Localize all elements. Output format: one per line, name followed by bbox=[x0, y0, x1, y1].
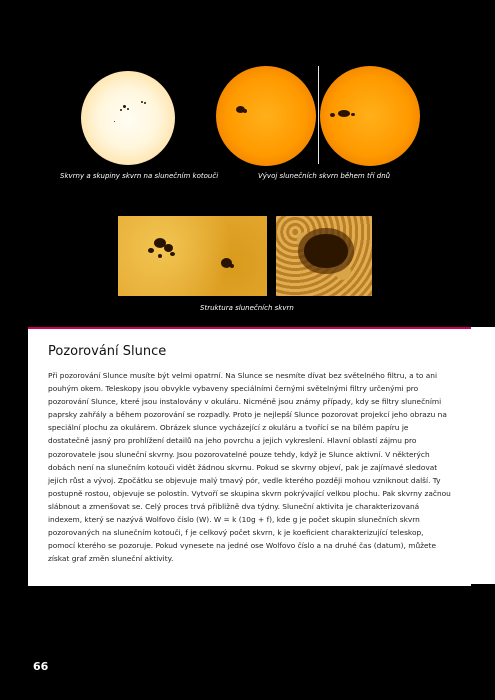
sunspot bbox=[330, 113, 335, 117]
article-body: Při pozorování Slunce musíte být velmi opatrní. Na Slunce se nesmíte dívat bez světelného filtru, a to ani pouhým okem. Teleskopy jsou obvykle vybaveny speciálními černými světelnými filtry určenými pro pozorování Slunce, které jsou instalovány v okuláru. Nicméně jsou známy případy, kdy se filtry slunečními paprsky zahřály a během pozorování se rozpadly. Proto je nejlepší Slunce pozorovat projekcí jeho obrazu na speciální plochu za okulárem. Obrázek slunce vycházející z okuláru a tvořící se na bílém papíru je dostatečně jasný pro prohlížení detailů na jeho povrchu a jejich vykreslení. Hlavní oblastí zájmu pro pozorovatele jsou sluneční skvrny. Jsou pozorovatelné pouze tehdy, když je Slunce aktivní. V některých dobách není na slunečním kotouči vidět žádnou skvrnu. Pokud se skvrny objeví, pak je zajímavé sledovat jejich růst a vývoj. Zpočátku se objevuje malý tmavý pór, vedle kterého později mohou vzniknout další. Ty postupně rostou, objevuje se polostín. Vytvoří se skupina skvrn pokrývající velkou plochu. Pak skvrny začnou slábnout a zmenšovat se. Celý proces trvá přibližně dva týdny. Sluneční aktivita je charakterizovaná indexem, který se nazývá Wolfovo číslo (W). W = k (10g + f), kde g je počet skupin slunečních skvrn pozorovaných na slunečním kotouči, f je celkový počet skvrn, k je koeficient charakterizující teleskop, pomocí kterého se pozoruje. Pokud vynesete na jedné ose Wolfovo číslo a na druhé čas (datum), můžete získat graf změn sluneční aktivity. bbox=[48, 371, 451, 564]
panel-edge bbox=[471, 327, 495, 584]
section-title: Pozorování Slunce bbox=[48, 344, 167, 359]
sunspot bbox=[144, 102, 146, 104]
sunspot bbox=[351, 113, 355, 116]
image-divider bbox=[318, 66, 319, 164]
sun-disk-day3 bbox=[320, 66, 420, 166]
sunspot bbox=[123, 105, 126, 108]
page-number: 66 bbox=[33, 660, 49, 673]
sunspot bbox=[120, 109, 122, 111]
sunspot bbox=[158, 254, 162, 258]
sunspot bbox=[338, 110, 350, 117]
sunspot bbox=[230, 264, 234, 268]
caption-structure: Struktura slunečních skvrn bbox=[200, 304, 294, 312]
sunspot bbox=[114, 121, 115, 122]
sunspot bbox=[148, 248, 154, 253]
sunspot bbox=[243, 109, 247, 113]
caption-sunspots: Skvrny a skupiny skvrn na slunečním kotouči bbox=[60, 172, 219, 180]
sun-disk-photo bbox=[81, 71, 175, 165]
sunspot bbox=[170, 252, 175, 256]
sunspot-group-photo bbox=[118, 216, 267, 296]
caption-evolution: Vývoj slunečních skvrn během tří dnů bbox=[258, 172, 391, 180]
image-area bbox=[0, 0, 495, 327]
article-panel bbox=[28, 327, 471, 586]
sunspot-umbra bbox=[304, 234, 348, 268]
sunspot bbox=[127, 108, 129, 110]
sunspot-closeup-photo bbox=[276, 216, 372, 296]
sun-disk-day1 bbox=[216, 66, 316, 166]
sunspot bbox=[164, 244, 173, 252]
sunspot bbox=[141, 101, 143, 103]
